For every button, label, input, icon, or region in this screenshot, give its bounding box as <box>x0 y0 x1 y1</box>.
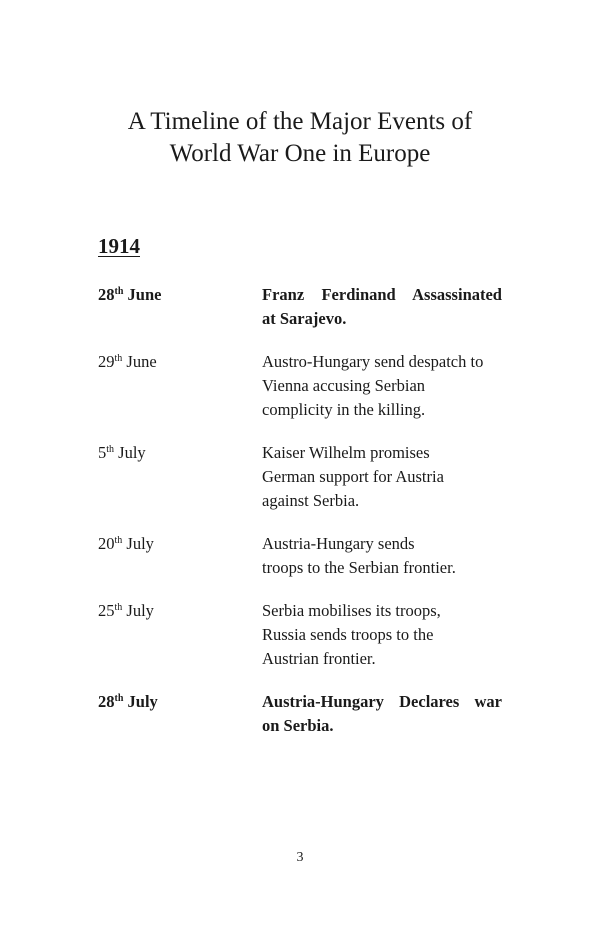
event-line: Austria-Hungary sends <box>262 534 415 553</box>
event-line: Serbia mobilises its troops, <box>262 601 441 620</box>
date-suffix: th <box>114 602 123 613</box>
date-month: July <box>114 443 146 462</box>
event-line: Vienna accusing Serbian <box>262 376 426 395</box>
date-suffix: th <box>114 353 123 364</box>
event-line: complicity in the killing. <box>262 400 426 419</box>
event-date <box>98 690 262 738</box>
event-line: Kaiser Wilhelm promises <box>262 443 430 462</box>
year-heading: 1914 <box>98 234 140 258</box>
event-description <box>262 690 502 738</box>
date-month: July <box>122 601 154 620</box>
timeline-entry <box>98 599 502 671</box>
timeline-entry <box>98 532 502 580</box>
event-date <box>98 532 262 580</box>
event-line: Austrian frontier. <box>262 649 376 668</box>
event-description <box>262 532 502 580</box>
event-date <box>98 441 262 513</box>
timeline-entry <box>98 690 502 738</box>
page-number: 3 <box>296 850 304 865</box>
date-suffix: th <box>114 535 123 546</box>
title-line-2: World War One in Europe <box>169 140 431 167</box>
date-day: 28 <box>98 692 115 711</box>
event-date <box>98 599 262 671</box>
event-description <box>262 350 502 422</box>
timeline-entry <box>98 283 502 331</box>
date-suffix: th <box>106 444 115 455</box>
event-date <box>98 283 262 331</box>
date-day: 28 <box>98 285 115 304</box>
event-line: Russia sends troops to the <box>262 625 434 644</box>
event-line: at Sarajevo. <box>262 309 347 328</box>
page-title <box>0 106 600 170</box>
event-description <box>262 283 502 331</box>
event-description <box>262 599 502 671</box>
date-suffix: th <box>114 693 124 704</box>
date-day: 25 <box>98 601 115 620</box>
event-line: Franz Ferdinand Assassinated <box>262 285 502 304</box>
title-line-1: A Timeline of the Major Events of <box>127 108 473 135</box>
date-month: July <box>122 534 154 553</box>
date-month: June <box>122 352 157 371</box>
event-line: German support for Austria <box>262 467 444 486</box>
event-line: troops to the Serbian frontier. <box>262 558 456 577</box>
event-description <box>262 441 502 513</box>
event-line: against Serbia. <box>262 491 360 510</box>
date-suffix: th <box>114 286 124 297</box>
timeline-entry <box>98 350 502 422</box>
event-date <box>98 350 262 422</box>
event-line: Austro-Hungary send despatch to <box>262 352 484 371</box>
date-month: July <box>123 692 158 711</box>
date-day: 29 <box>98 352 115 371</box>
date-month: June <box>123 285 162 304</box>
timeline <box>98 283 502 738</box>
event-line: Austria-Hungary Declares war <box>262 692 502 711</box>
date-day: 5 <box>98 443 107 462</box>
event-line: on Serbia. <box>262 716 334 735</box>
timeline-entry <box>98 441 502 513</box>
date-day: 20 <box>98 534 115 553</box>
